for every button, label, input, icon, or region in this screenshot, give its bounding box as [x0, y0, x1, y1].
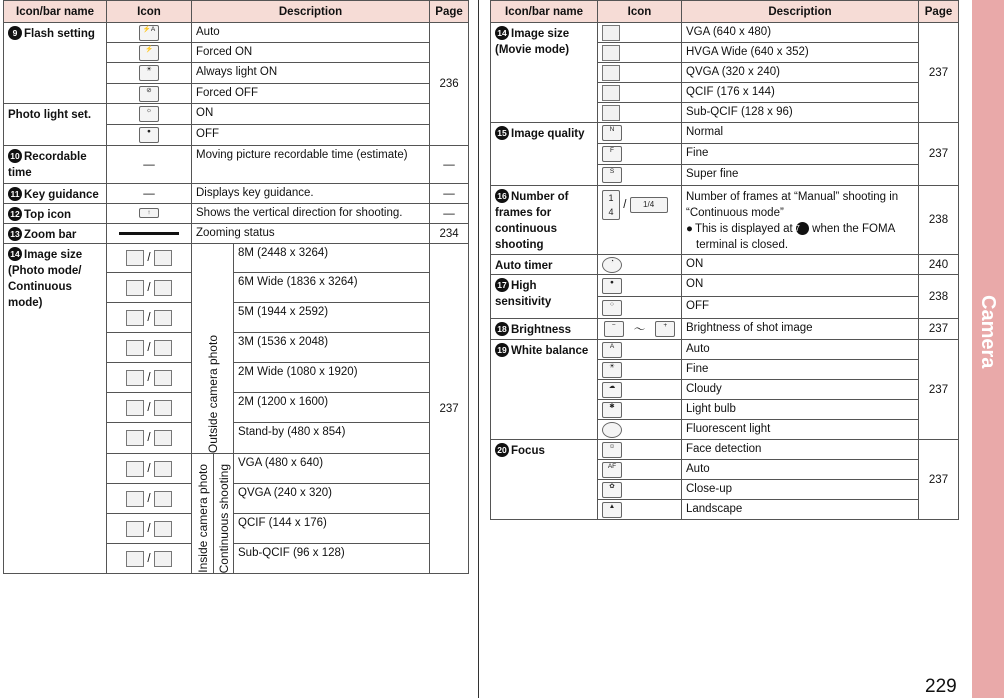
wb-light-bulb-icon: ✱ [602, 402, 622, 418]
sensitivity-page: 238 [919, 275, 959, 319]
flash-on-desc: Forced ON [192, 43, 430, 63]
quality-fine-desc: Fine [682, 144, 919, 165]
image-size-photo-label: 14 Image size (Photo mode/ Continuous mode) [4, 244, 107, 574]
movie-qvga-desc: QVGA (320 x 240) [682, 63, 919, 83]
auto-timer-page: 240 [919, 255, 959, 275]
wb-fluorescent-icon [602, 422, 622, 438]
brightness-max-icon: + [655, 321, 675, 337]
size-qcif-desc: QCIF (144 x 176) [234, 514, 430, 544]
sensitivity-on-desc: ON [682, 275, 919, 297]
wb-auto-desc: Auto [682, 340, 919, 360]
sensitivity-off-icon: ○ [602, 300, 622, 316]
inside-camera-label: Inside camera photo [192, 454, 214, 574]
flash-on-icon: ⚡ [139, 45, 159, 61]
size-qvga-desc: QVGA (240 x 320) [234, 484, 430, 514]
right-icon-table: Icon/bar name Icon Description Page 14 Image size (Movie mode) VGA (640 x 480) 237 HVGA Wide (640 x 352) QVGA (320 x 240) QCIF (176 x 144) Sub-QCIF (128 x 96) 15 Image quality N Normal 237 F Fine S Super fine 16 Number of frames for continuous shooting 1 4 / 1/4 Number of frames at “Manual” shooting in “Continuous mode” ● This is displayed at 7 when the FOMA terminal is closed. 238 Auto timer ◔ ON 240 17 High sensitivity ● ON 238 ○ OFF 18 Brightness − ～ + Brightness of shot image 237 19 White balance A Auto 237 ☀ Fine ☁ Cloudy ✱ Light bulb Fluorescent light 20 Focus ☺ Face detection 237 AF Auto ✿ Close-up ▲ Landscape [490, 0, 959, 520]
auto-timer-label: Auto timer [491, 255, 598, 275]
camera-side-tab [972, 0, 1004, 698]
left-icon-table [3, 0, 469, 574]
zoom-bar-page: 234 [430, 224, 469, 244]
quality-page: 237 [919, 123, 959, 186]
size-subqcif-icons: / [107, 544, 192, 574]
flash-always-icon: ☀ [139, 65, 159, 81]
header-name: Icon/bar name [4, 1, 107, 23]
focus-face-desc: Face detection [682, 440, 919, 460]
recordable-icon: — [107, 146, 192, 184]
column-divider [478, 0, 479, 698]
brightness-desc: Brightness of shot image [682, 319, 919, 340]
brightness-min-icon: − [604, 321, 624, 337]
recordable-page: — [430, 146, 469, 184]
size-vga-icons: / [107, 454, 192, 484]
flash-always-desc: Always light ON [192, 63, 430, 84]
size-subqcif-desc: Sub-QCIF (96 x 128) [234, 544, 430, 574]
wb-cloudy-desc: Cloudy [682, 380, 919, 400]
frames-desc-main: Number of frames at “Manual” shooting in “Continuous mode” [686, 191, 899, 219]
top-icon-label: 12 Top icon [4, 204, 107, 224]
movie-hvga-desc: HVGA Wide (640 x 352) [682, 43, 919, 63]
wb-fine-desc: Fine [682, 360, 919, 380]
focus-page: 237 [919, 440, 959, 520]
quality-fine-icon: F [602, 146, 622, 162]
flash-page: 236 [430, 23, 469, 146]
outside-camera-label: Outside camera photo [192, 244, 234, 454]
focus-auto-desc: Auto [682, 460, 919, 480]
focus-landscape-desc: Landscape [682, 500, 919, 520]
image-quality-label: 15 Image quality [491, 123, 598, 186]
key-guidance-page: — [430, 184, 469, 204]
focus-auto-icon: AF [602, 462, 622, 478]
photo-light-on-desc: ON [192, 104, 430, 125]
brightness-page: 237 [919, 319, 959, 340]
focus-label: 20 Focus [491, 440, 598, 520]
focus-closeup-desc: Close-up [682, 480, 919, 500]
sensitivity-off-desc: OFF [682, 297, 919, 319]
movie-qcif-icon [602, 85, 620, 101]
flash-off-desc: Forced OFF [192, 84, 430, 104]
photo-light-label: Photo light set. [4, 104, 107, 146]
size-2m-desc: 2M (1200 x 1600) [234, 393, 430, 423]
movie-size-page: 237 [919, 23, 959, 123]
header-icon-right: Icon [598, 1, 682, 23]
frames-fraction-icon: 1 4 [602, 190, 620, 220]
sensitivity-on-icon: ● [602, 278, 622, 294]
size-3m-icons: / [107, 333, 192, 363]
wb-light-bulb-desc: Light bulb [682, 400, 919, 420]
key-guidance-label: 11 Key guidance [4, 184, 107, 204]
continuous-shooting-label: Continuous shooting [214, 454, 234, 574]
image-size-page: 237 [430, 244, 469, 574]
movie-hvga-icon [602, 45, 620, 61]
top-icon-page: — [430, 204, 469, 224]
page-number: 229 [925, 676, 957, 697]
brightness-label: 18 Brightness [491, 319, 598, 340]
wb-cloudy-icon: ☁ [602, 382, 622, 398]
movie-qvga-icon [602, 65, 620, 81]
size-5m-icons: / [107, 303, 192, 333]
size-2m-wide-icons: / [107, 363, 192, 393]
image-size-movie-label: 14 Image size (Movie mode) [491, 23, 598, 123]
top-icon-desc: Shows the vertical direction for shooting. [192, 204, 430, 224]
wb-fine-icon: ☀ [602, 362, 622, 378]
header-name-right: Icon/bar name [491, 1, 598, 23]
frames-desc [682, 186, 919, 255]
header-page-right: Page [919, 1, 959, 23]
frames-count-icon: 1/4 [630, 197, 668, 213]
size-8m-icons: / [107, 244, 192, 273]
size-standby-desc: Stand-by (480 x 854) [234, 423, 430, 454]
size-standby-icons: / [107, 423, 192, 454]
header-icon: Icon [107, 1, 192, 23]
size-6m-wide-icons: / [107, 273, 192, 303]
side-tab-label: Camera [977, 295, 999, 369]
recordable-time-label: 10 Recordable time [4, 146, 107, 184]
movie-subqcif-desc: Sub-QCIF (128 x 96) [682, 103, 919, 123]
quality-superfine-desc: Super fine [682, 165, 919, 186]
size-qcif-icons: / [107, 514, 192, 544]
auto-timer-desc: ON [682, 255, 919, 275]
photo-light-off-icon: ● [139, 127, 159, 143]
quality-normal-desc: Normal [682, 123, 919, 144]
quality-superfine-icon: S [602, 167, 622, 183]
focus-face-icon: ☺ [602, 442, 622, 458]
flash-auto-icon: ⚡A [139, 25, 159, 41]
frames-label: 16 Number of frames for continuous shooting [491, 186, 598, 255]
zoom-bar-desc: Zooming status [192, 224, 430, 244]
size-6m-wide-desc: 6M Wide (1836 x 3264) [234, 273, 430, 303]
frames-page: 238 [919, 186, 959, 255]
flash-auto-desc: Auto [192, 23, 430, 43]
movie-subqcif-icon [602, 105, 620, 121]
key-guidance-desc: Displays key guidance. [192, 184, 430, 204]
frames-separator-icon: / [623, 199, 627, 212]
wb-auto-icon: A [602, 342, 622, 358]
quality-normal-icon: N [602, 125, 622, 141]
white-balance-label: 19 White balance [491, 340, 598, 440]
zoom-bar-label: 13 Zoom bar [4, 224, 107, 244]
size-8m-desc: 8M (2448 x 3264) [234, 244, 430, 273]
header-description: Description [192, 1, 430, 23]
flash-off-icon: ⊘ [139, 86, 159, 102]
zoom-bar-icon [119, 232, 179, 235]
size-qvga-icons: / [107, 484, 192, 514]
size-5m-desc: 5M (1944 x 2592) [234, 303, 430, 333]
top-direction-icon: ↑ [139, 208, 159, 218]
photo-light-on-icon: ☼ [139, 106, 159, 122]
frames-note: ● This is displayed at 7 when the FOMA terminal is closed. [686, 221, 914, 253]
photo-light-off-desc: OFF [192, 125, 430, 146]
size-2m-icons: / [107, 393, 192, 423]
size-3m-desc: 3M (1536 x 2048) [234, 333, 430, 363]
movie-vga-desc: VGA (640 x 480) [682, 23, 919, 43]
timer-icon: ◔ [602, 257, 622, 273]
focus-landscape-icon: ▲ [602, 502, 622, 518]
focus-closeup-icon: ✿ [602, 482, 622, 498]
high-sensitivity-label: 17 High sensitivity [491, 275, 598, 319]
wb-fluorescent-desc: Fluorescent light [682, 420, 919, 440]
movie-qcif-desc: QCIF (176 x 144) [682, 83, 919, 103]
recordable-desc: Moving picture recordable time (estimate) [192, 146, 430, 184]
movie-vga-icon [602, 25, 620, 41]
flash-setting-label: 9 Flash setting [4, 23, 107, 104]
key-guidance-icon: — [107, 184, 192, 204]
header-page: Page [430, 1, 469, 23]
size-vga-desc: VGA (480 x 640) [234, 454, 430, 484]
size-2m-wide-desc: 2M Wide (1080 x 1920) [234, 363, 430, 393]
white-balance-page: 237 [919, 340, 959, 440]
header-description-right: Description [682, 1, 919, 23]
